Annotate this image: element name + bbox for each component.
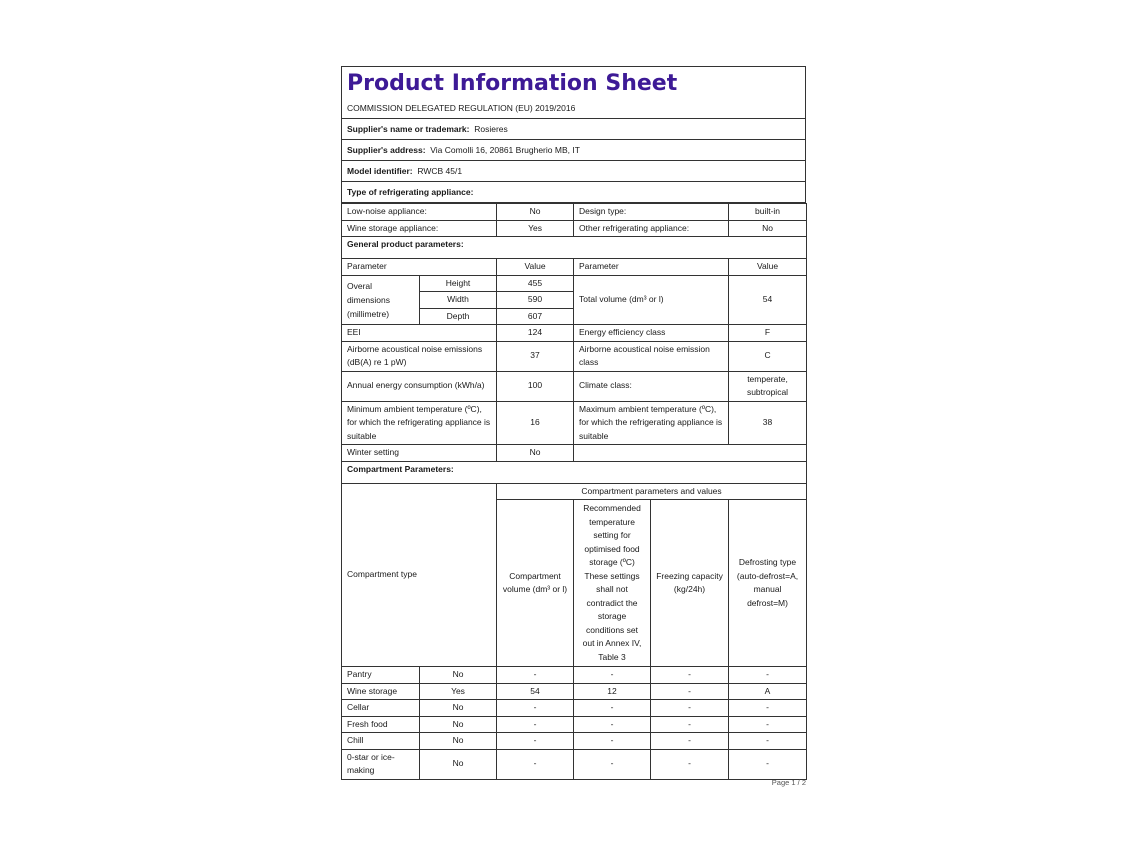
supplier-address-label: Supplier's address: (347, 145, 426, 155)
annual-energy-label: Annual energy consumption (kWh/a) (342, 371, 497, 401)
supplier-address-value: Via Comolli 16, 20861 Brugherio MB, IT (430, 145, 580, 155)
depth-value: 607 (497, 308, 574, 325)
height-row (342, 275, 807, 292)
design-type-value: built-in (729, 204, 807, 221)
compartment-freezing: - (651, 683, 729, 700)
total-volume-value: 54 (729, 275, 807, 325)
table-row (342, 683, 807, 700)
compartment-present: No (420, 733, 497, 750)
table-row (342, 733, 807, 750)
max-temp-value: 38 (729, 401, 807, 445)
compartment-temp: - (574, 733, 651, 750)
compartment-present: No (420, 667, 497, 684)
freezing-header: Freezing capacity (kg/24h) (651, 500, 729, 667)
eei-label: EEI (342, 325, 497, 342)
low-noise-label: Low-noise appliance: (342, 204, 497, 221)
value-header-right: Value (729, 259, 807, 276)
width-value: 590 (497, 292, 574, 309)
temperature-header: Recommended temperature setting for optimised food storage (ºC) These settings shall not contradict the storage conditions set out in Annex IV, Table 3 (574, 500, 651, 667)
noise-emissions-value: 37 (497, 341, 574, 371)
winter-empty-cell (574, 445, 807, 462)
noise-class-label: Airborne acoustical noise emission class (574, 341, 729, 371)
compartment-present: No (420, 700, 497, 717)
main-table (341, 203, 807, 780)
other-appliance-value: No (729, 220, 807, 237)
width-label: Width (420, 292, 497, 309)
model-identifier-label: Model identifier: (347, 166, 413, 176)
supplier-name-label: Supplier's name or trademark: (347, 124, 470, 134)
compartment-defrost: - (729, 667, 807, 684)
low-noise-value: No (497, 204, 574, 221)
depth-label: Depth (420, 308, 497, 325)
compartment-temp: - (574, 716, 651, 733)
compartment-defrost: - (729, 733, 807, 750)
parameter-header-left: Parameter (342, 259, 497, 276)
compartment-present: No (420, 716, 497, 733)
table-row (342, 749, 807, 779)
compartment-volume: - (497, 749, 574, 779)
energy-row (342, 371, 807, 401)
min-temp-value: 16 (497, 401, 574, 445)
compartment-temp: 12 (574, 683, 651, 700)
model-identifier-row (342, 161, 805, 182)
product-information-sheet (341, 66, 806, 780)
eei-row (342, 325, 807, 342)
compartment-volume: 54 (497, 683, 574, 700)
compartment-freezing: - (651, 733, 729, 750)
compartment-heading-row (342, 461, 807, 483)
compartment-volume: - (497, 733, 574, 750)
page-number: Page 1 / 2 (771, 778, 806, 787)
low-noise-row (342, 204, 807, 221)
max-temp-label: Maximum ambient temperature (ºC), for which the refrigerating appliance is suitable (574, 401, 729, 445)
height-label: Height (420, 275, 497, 292)
total-volume-label: Total volume (dm³ or l) (574, 275, 729, 325)
compartment-type: Pantry (342, 667, 420, 684)
winter-label: Winter setting (342, 445, 497, 462)
type-heading-row (342, 182, 805, 202)
supplier-name-value: Rosieres (474, 124, 508, 134)
eei-value: 124 (497, 325, 574, 342)
supplier-address-row (342, 140, 805, 161)
compartment-temp: - (574, 700, 651, 717)
height-value: 455 (497, 275, 574, 292)
compartment-freezing: - (651, 716, 729, 733)
compartment-volume: - (497, 716, 574, 733)
other-appliance-label: Other refrigerating appliance: (574, 220, 729, 237)
compartment-type: Fresh food (342, 716, 420, 733)
compartment-type: 0-star or ice-making (342, 749, 420, 779)
table-row (342, 667, 807, 684)
wine-storage-label: Wine storage appliance: (342, 220, 497, 237)
annual-energy-value: 100 (497, 371, 574, 401)
type-heading: Type of refrigerating appliance: (347, 187, 474, 197)
energy-class-label: Energy efficiency class (574, 325, 729, 342)
compartment-defrost: - (729, 716, 807, 733)
sheet-header (341, 66, 806, 203)
compartment-temp: - (574, 667, 651, 684)
compartment-present: Yes (420, 683, 497, 700)
compartment-group-row (342, 483, 807, 500)
compartment-type: Cellar (342, 700, 420, 717)
compartment-heading: Compartment Parameters: (342, 461, 807, 483)
compartment-defrost: - (729, 700, 807, 717)
supplier-name-row (342, 119, 805, 140)
compartment-freezing: - (651, 667, 729, 684)
dimensions-label: Overal dimensions (millimetre) (342, 275, 420, 325)
wine-storage-row (342, 220, 807, 237)
energy-class-value: F (729, 325, 807, 342)
compartment-type-header: Compartment type (342, 483, 497, 667)
winter-row (342, 445, 807, 462)
wine-storage-value: Yes (497, 220, 574, 237)
noise-row (342, 341, 807, 371)
compartment-defrost: - (729, 749, 807, 779)
volume-header: Compartment volume (dm³ or l) (497, 500, 574, 667)
noise-class-value: C (729, 341, 807, 371)
defrost-header: Defrosting type (auto-defrost=A, manual defrost=M) (729, 500, 807, 667)
compartment-type: Wine storage (342, 683, 420, 700)
table-row (342, 700, 807, 717)
compartment-freezing: - (651, 749, 729, 779)
value-header-left: Value (497, 259, 574, 276)
noise-emissions-label: Airborne acoustical noise emissions (dB(A) re 1 pW) (342, 341, 497, 371)
climate-class-label: Climate class: (574, 371, 729, 401)
compartment-group-header: Compartment parameters and values (497, 483, 807, 500)
climate-class-value: temperate, subtropical (729, 371, 807, 401)
compartment-temp: - (574, 749, 651, 779)
model-identifier-value: RWCB 45/1 (417, 166, 463, 176)
regulation-subtitle: COMMISSION DELEGATED REGULATION (EU) 2019/2016 (342, 99, 805, 119)
compartment-present: No (420, 749, 497, 779)
general-header-row (342, 259, 807, 276)
temperature-row (342, 401, 807, 445)
compartment-volume: - (497, 700, 574, 717)
min-temp-label: Minimum ambient temperature (ºC), for which the refrigerating appliance is suitable (342, 401, 497, 445)
page-title: Product Information Sheet (347, 71, 678, 96)
compartment-volume: - (497, 667, 574, 684)
table-row (342, 716, 807, 733)
parameter-header-right: Parameter (574, 259, 729, 276)
general-heading: General product parameters: (342, 237, 807, 259)
compartment-defrost: A (729, 683, 807, 700)
general-heading-row (342, 237, 807, 259)
compartment-type: Chill (342, 733, 420, 750)
design-type-label: Design type: (574, 204, 729, 221)
winter-value: No (497, 445, 574, 462)
compartment-freezing: - (651, 700, 729, 717)
